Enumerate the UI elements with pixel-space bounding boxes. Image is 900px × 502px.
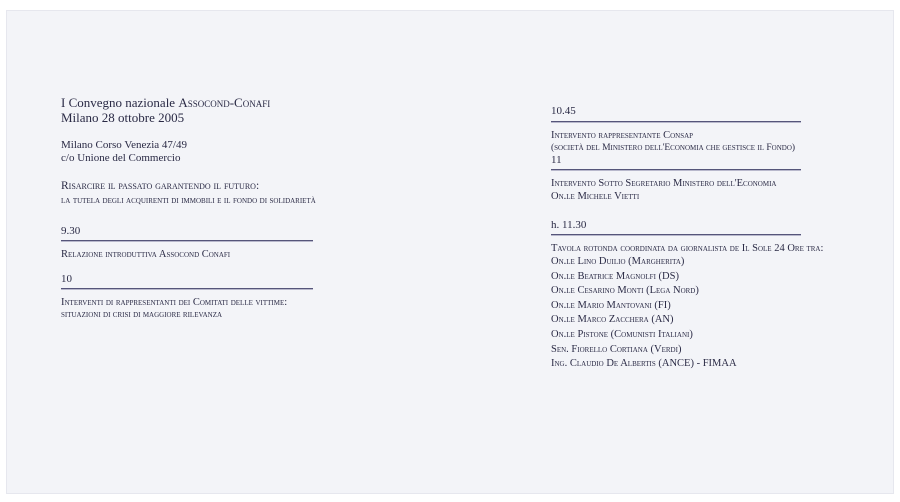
participant: On.le Lino Duilio (Margherita)	[551, 256, 685, 267]
schedule-block-0930	[61, 225, 391, 261]
participant: On.le Beatrice Magnolfi (DS)	[551, 270, 679, 282]
time-label: 10	[61, 273, 72, 285]
time-label: 11	[551, 154, 562, 166]
divider-rule	[551, 169, 801, 171]
organization-name: Assocond-Conafi	[178, 95, 271, 110]
event-title	[61, 95, 391, 110]
participant-list	[551, 255, 871, 372]
participant: On.le Cesarino Monti (Lega Nord)	[551, 285, 699, 297]
event-date: Milano 28 ottobre 2005	[61, 110, 185, 125]
time-label: h. 11.30	[551, 219, 587, 231]
participant: On.le Mario Mantovani (FI)	[551, 299, 671, 311]
schedule-item: Interventi di rappresentanti dei Comitati delle vittime:	[61, 297, 288, 308]
schedule-item: Relazione introduttiva Assocond Conafi	[61, 249, 231, 260]
right-column	[551, 105, 871, 372]
divider-rule	[551, 121, 801, 123]
left-column	[61, 95, 391, 321]
participant: On.le Pistone (Comunisti Italiani)	[551, 328, 693, 340]
participant: On.le Marco Zacchera (AN)	[551, 314, 674, 326]
round-table-intro: Tavola rotonda coordinata da giornalista de Il Sole 24 Ore tra:	[551, 243, 824, 254]
title-prefix: I Convegno nazionale	[61, 95, 179, 110]
divider-rule	[61, 240, 313, 242]
program-sheet	[6, 10, 894, 494]
address-line-1: Milano Corso Venezia 47/49	[61, 139, 187, 151]
consap-intervention: Intervento rappresentante Consap	[551, 130, 694, 141]
participant: Ing. Claudio De Albertis (ANCE) - FIMAA	[551, 358, 737, 370]
address-line-2: c/o Unione del Commercio	[61, 152, 181, 164]
speaker-name: On.le Michele Vietti	[551, 191, 640, 202]
venue-address	[61, 139, 391, 165]
time-label: 9.30	[61, 225, 81, 237]
theme-title: Risarcire il passato garantendo il futuro:	[61, 180, 260, 192]
time-label: 10.45	[551, 105, 576, 117]
schedule-block-10	[61, 273, 391, 321]
schedule-item-sub: situazioni di crisi di maggiore rilevanza	[61, 310, 223, 320]
divider-rule	[61, 288, 313, 290]
theme-subtitle: la tutela degli acquirenti di immobili e il fondo di solidarietà	[61, 195, 316, 206]
participant: Sen. Fiorello Cortiana (Verdi)	[551, 343, 682, 355]
undersecretary-intervention: Intervento Sotto Segretario Ministero dell'Economia	[551, 178, 777, 189]
divider-rule	[551, 234, 801, 236]
consap-description: (società del Ministero dell'Economia che gestisce il Fondo)	[551, 143, 796, 153]
